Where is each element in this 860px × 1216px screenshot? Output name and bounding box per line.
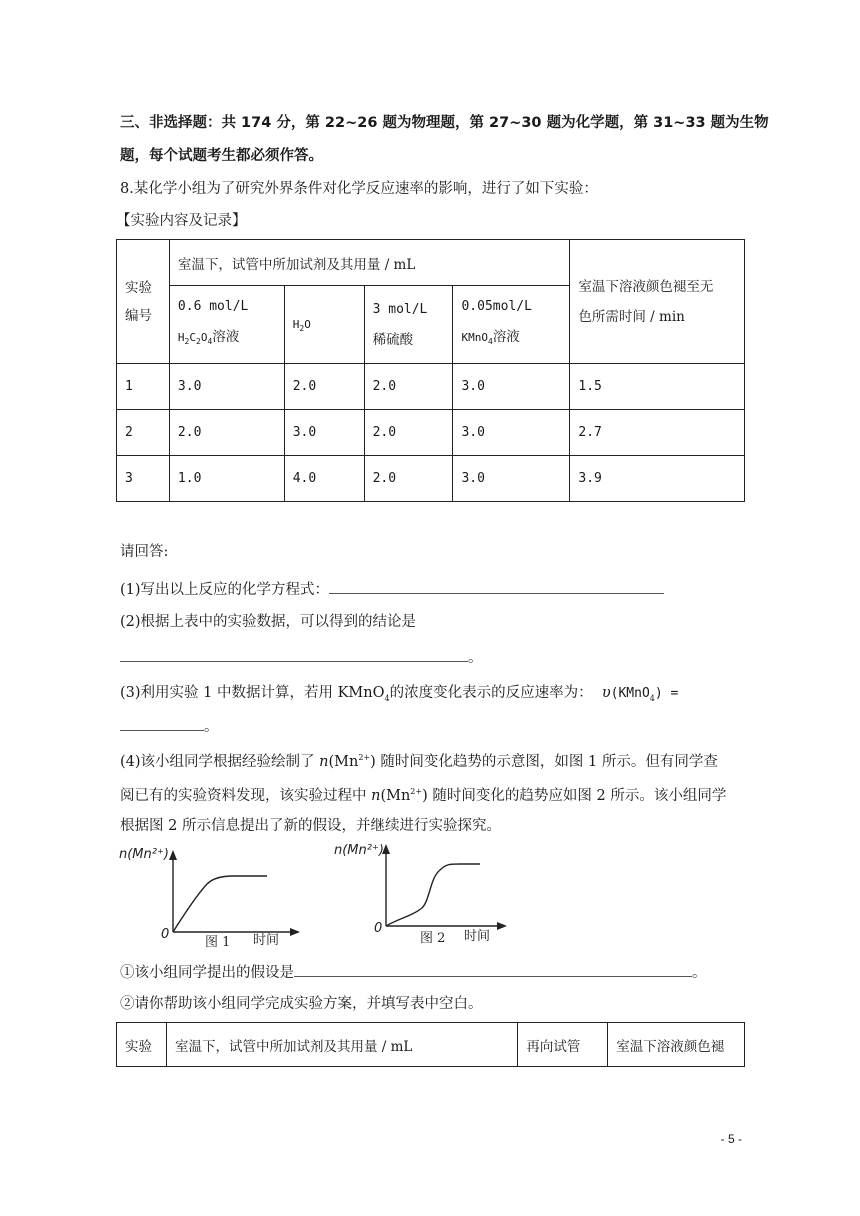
table-cell: 3.0 bbox=[453, 364, 570, 410]
col-header-experiment-number: 实验 编号 bbox=[117, 240, 170, 364]
answer-blank-hypothesis[interactable] bbox=[294, 960, 692, 977]
col-header-h2c2o4: 0.6 mol/L $H_2C_2O_4$溶液 bbox=[169, 286, 284, 364]
table-cell: 2.0 bbox=[364, 456, 453, 502]
table-row bbox=[117, 410, 745, 456]
table-cell: 3.0 bbox=[453, 456, 570, 502]
col-header-fade-time: 室温下溶液颜色褪至无 色所需时间 / min bbox=[570, 240, 745, 364]
page-number: - 5 - bbox=[720, 1132, 742, 1146]
table-cell: 3.9 bbox=[570, 456, 745, 502]
question-2-answer: 。 bbox=[120, 645, 483, 669]
table-cell: 实验 bbox=[117, 1023, 167, 1067]
figure-1-xlabel: 时间 bbox=[253, 933, 280, 948]
col-header-reagents-group: 室温下，试管中所加试剂及其用量 / mL bbox=[169, 240, 569, 286]
question-4-line-1: (4)该小组同学根据经验绘制了 $n(Mn^{2+})$ 随时间变化趋势的示意图，如图 1 所示。但有同学查 bbox=[120, 753, 718, 770]
table-cell: 2.0 bbox=[364, 364, 453, 410]
table-cell: 1.0 bbox=[169, 456, 284, 502]
record-label: 【实验内容及记录】 bbox=[116, 213, 247, 229]
figure-1-ylabel: n(Mn²⁺) bbox=[119, 847, 169, 862]
table-cell: 3 bbox=[117, 456, 170, 502]
experiment-table bbox=[116, 239, 745, 502]
figure-2-graph bbox=[330, 838, 530, 946]
figure-1-graph bbox=[115, 842, 315, 950]
table-cell: 2.0 bbox=[284, 364, 364, 410]
question-4-line-2: 阅已有的实验资料发现，该实验过程中 $n(Mn^{2+})$ 随时间变化的趋势应如图 2 所示。该小组同学 bbox=[120, 787, 727, 804]
question-3: (3)利用实验 1 中数据计算，若用 KMnO$_4$的浓度变化表示的反应速率为： υ(KMnO$_4$) = bbox=[120, 685, 679, 703]
question-2: (2)根据上表中的实验数据，可以得到的结论是 bbox=[120, 614, 417, 630]
answer-blank-2[interactable] bbox=[120, 645, 468, 662]
table-cell: 再向试管 bbox=[518, 1023, 608, 1067]
col-header-sulfuric-acid: 3 mol/L 稀硫酸 bbox=[364, 286, 453, 364]
table-row bbox=[117, 1023, 745, 1067]
answer-blank-1[interactable] bbox=[329, 577, 664, 594]
figure-1-caption: 图 1 bbox=[205, 935, 231, 950]
table-row bbox=[117, 364, 745, 410]
col-header-water: $H_2O$ bbox=[284, 286, 364, 364]
figure-1-origin: 0 bbox=[161, 927, 170, 942]
table-cell: 室温下，试管中所加试剂及其用量 / mL bbox=[166, 1023, 517, 1067]
section-heading-line-2: 题，每个试题考生都必须作答。 bbox=[120, 148, 323, 164]
table-cell: 2.7 bbox=[570, 410, 745, 456]
table-cell: 室温下溶液颜色褪 bbox=[608, 1023, 745, 1067]
sub-question-2: ②请你帮助该小组同学完成实验方案，并填写表中空白。 bbox=[120, 996, 483, 1012]
please-answer: 请回答: bbox=[120, 544, 169, 560]
answer-blank-3[interactable] bbox=[120, 714, 204, 731]
table-cell: 1 bbox=[117, 364, 170, 410]
figure-2-xlabel: 时间 bbox=[464, 929, 491, 944]
figure-2-caption: 图 2 bbox=[420, 931, 446, 946]
table-cell: 2.0 bbox=[364, 410, 453, 456]
figure-2-ylabel: n(Mn²⁺) bbox=[334, 843, 384, 858]
question-3-answer: 。 bbox=[120, 714, 219, 738]
question-8-intro: 8.某化学小组为了研究外界条件对化学反应速率的影响，进行了如下实验： bbox=[120, 181, 598, 197]
experiment-plan-table bbox=[116, 1022, 745, 1067]
question-4-line-3: 根据图 2 所示信息提出了新的假设，并继续进行实验探究。 bbox=[120, 818, 501, 834]
col-header-kmno4: 0.05mol/L KMnO$_4$溶液 bbox=[453, 286, 570, 364]
table-cell: 2 bbox=[117, 410, 170, 456]
table-cell: 2.0 bbox=[169, 410, 284, 456]
table-cell: 3.0 bbox=[284, 410, 364, 456]
table-cell: 4.0 bbox=[284, 456, 364, 502]
question-1: (1)写出以上反应的化学方程式： bbox=[120, 577, 664, 601]
sub-question-1: ①该小组同学提出的假设是 。 bbox=[120, 960, 707, 984]
table-cell: 3.0 bbox=[169, 364, 284, 410]
section-heading-line-1: 三、非选择题：共 174 分，第 22~26 题为物理题，第 27~30 题为化学题，第 31~33 题为生物 bbox=[120, 115, 769, 131]
figure-2-origin: 0 bbox=[374, 921, 383, 936]
table-cell: 1.5 bbox=[570, 364, 745, 410]
table-cell: 3.0 bbox=[453, 410, 570, 456]
table-row bbox=[117, 456, 745, 502]
